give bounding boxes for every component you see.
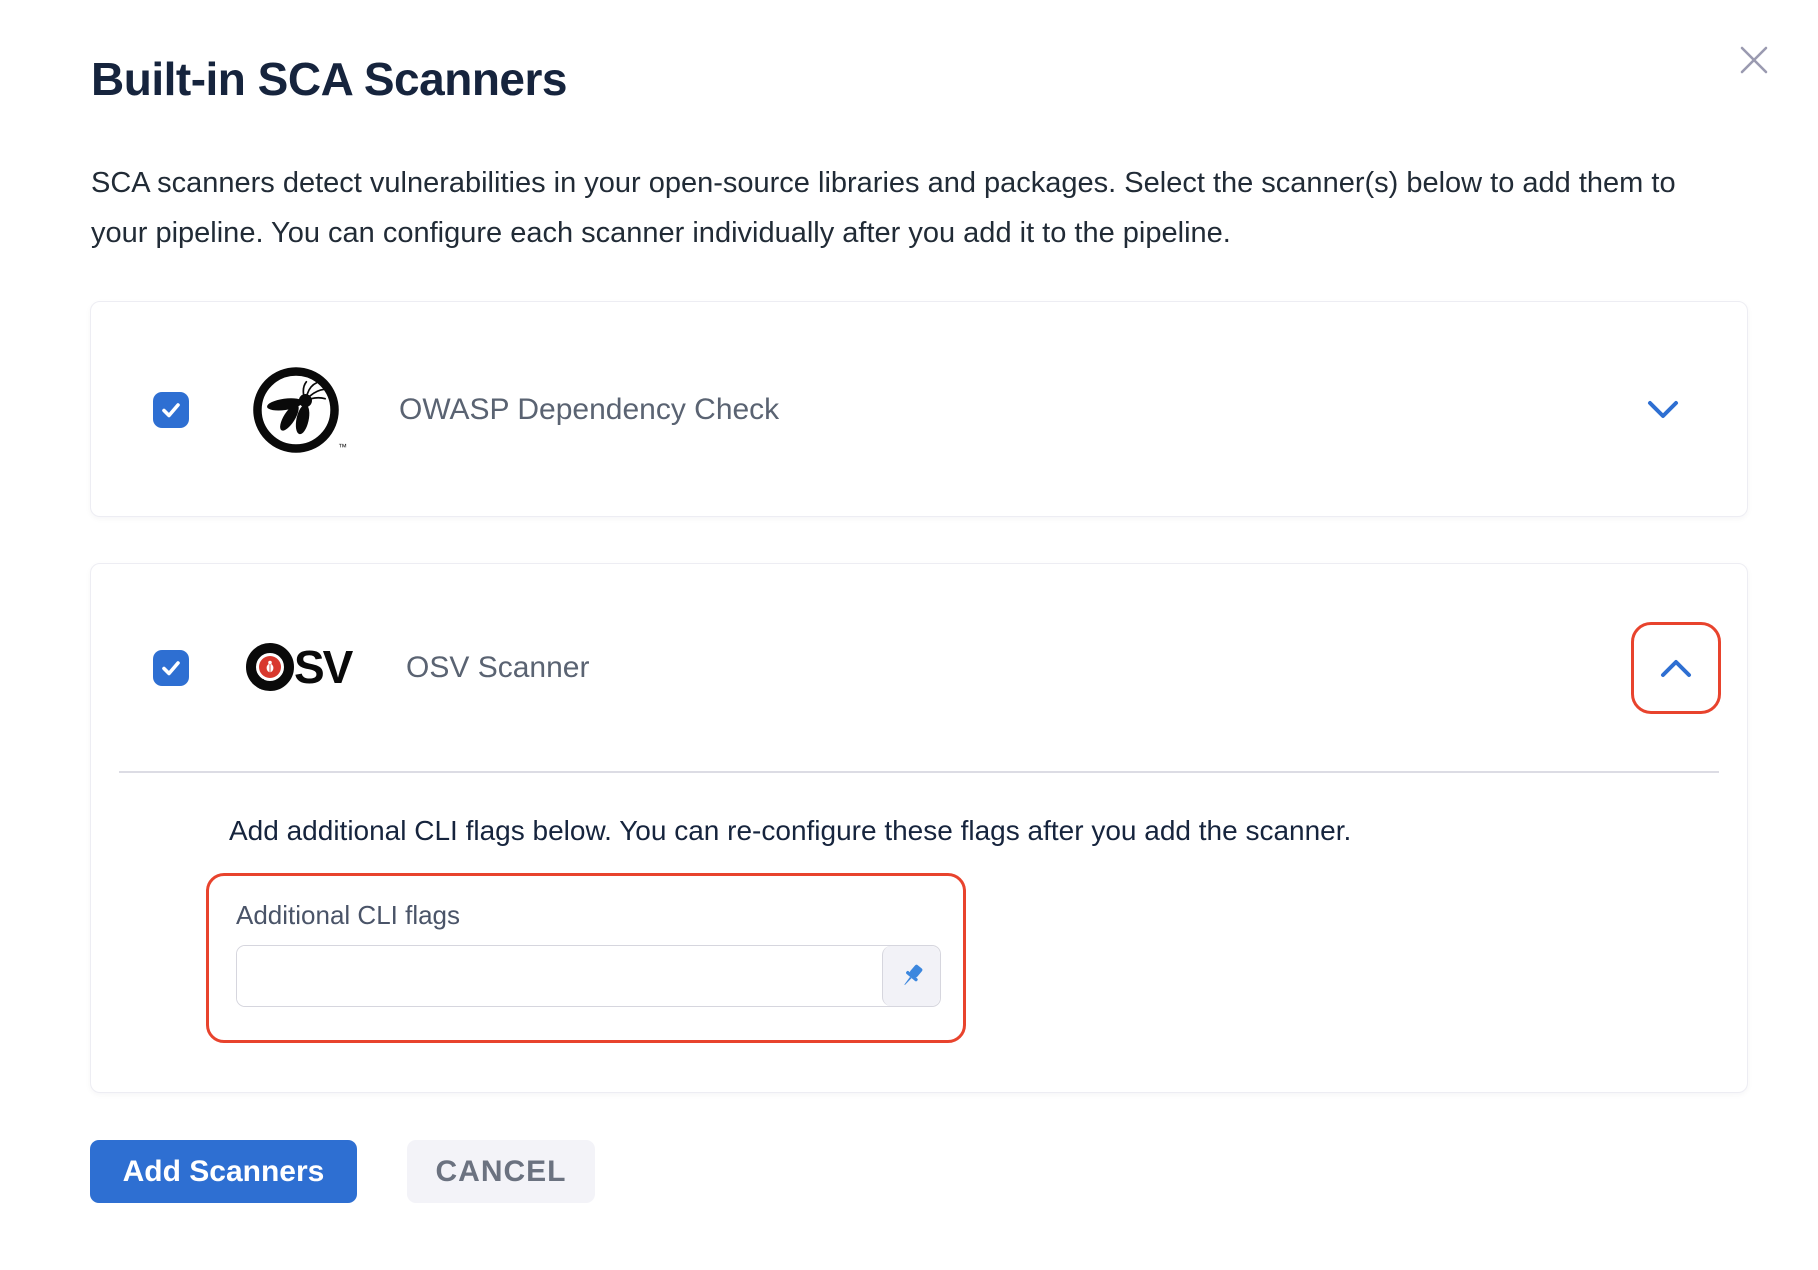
chevron-up-icon xyxy=(1659,657,1693,679)
cli-flags-input[interactable] xyxy=(237,946,882,1006)
check-icon xyxy=(159,398,183,422)
cli-flags-instructions: Add additional CLI flags below. You can re-configure these flags after you add the scanner. xyxy=(229,815,1352,846)
pushpin-icon xyxy=(897,961,927,991)
cli-flags-input-group xyxy=(236,945,941,1007)
check-icon xyxy=(159,656,183,680)
owasp-trademark: ™ xyxy=(338,442,347,452)
scanner-name-osv: OSV Scanner xyxy=(406,650,590,684)
osv-checkbox[interactable] xyxy=(153,650,189,686)
cli-flags-label: Additional CLI flags xyxy=(236,900,461,930)
osv-config-panel xyxy=(91,773,1747,1043)
page-title: Built-in SCA Scanners xyxy=(91,53,567,105)
osv-collapse-button[interactable] xyxy=(1631,622,1721,714)
modal-description: SCA scanners detect vulnerabilities in your open-source libraries and packages. Select the scanner(s) below to add them to your pipeline. You can configure each scanner individually after you add it to the pipeline. xyxy=(91,167,1676,249)
owasp-wasp-logo xyxy=(249,362,347,458)
scanner-card-osv xyxy=(90,563,1748,1093)
close-button[interactable] xyxy=(1732,38,1776,82)
osv-logo xyxy=(246,637,358,699)
chevron-down-icon xyxy=(1646,399,1680,421)
scanner-card-owasp xyxy=(90,301,1748,517)
owasp-expand-button[interactable] xyxy=(1641,388,1685,432)
close-icon xyxy=(1736,42,1772,78)
svg-text:SV: SV xyxy=(294,640,352,693)
cli-flags-highlight-box xyxy=(206,873,966,1043)
scanner-name-owasp: OWASP Dependency Check xyxy=(399,393,780,426)
cancel-button[interactable]: CANCEL xyxy=(407,1140,595,1203)
pin-button[interactable] xyxy=(882,946,940,1006)
modal-actions xyxy=(90,1140,595,1203)
add-scanners-button[interactable]: Add Scanners xyxy=(90,1140,357,1203)
owasp-checkbox[interactable] xyxy=(153,392,189,428)
